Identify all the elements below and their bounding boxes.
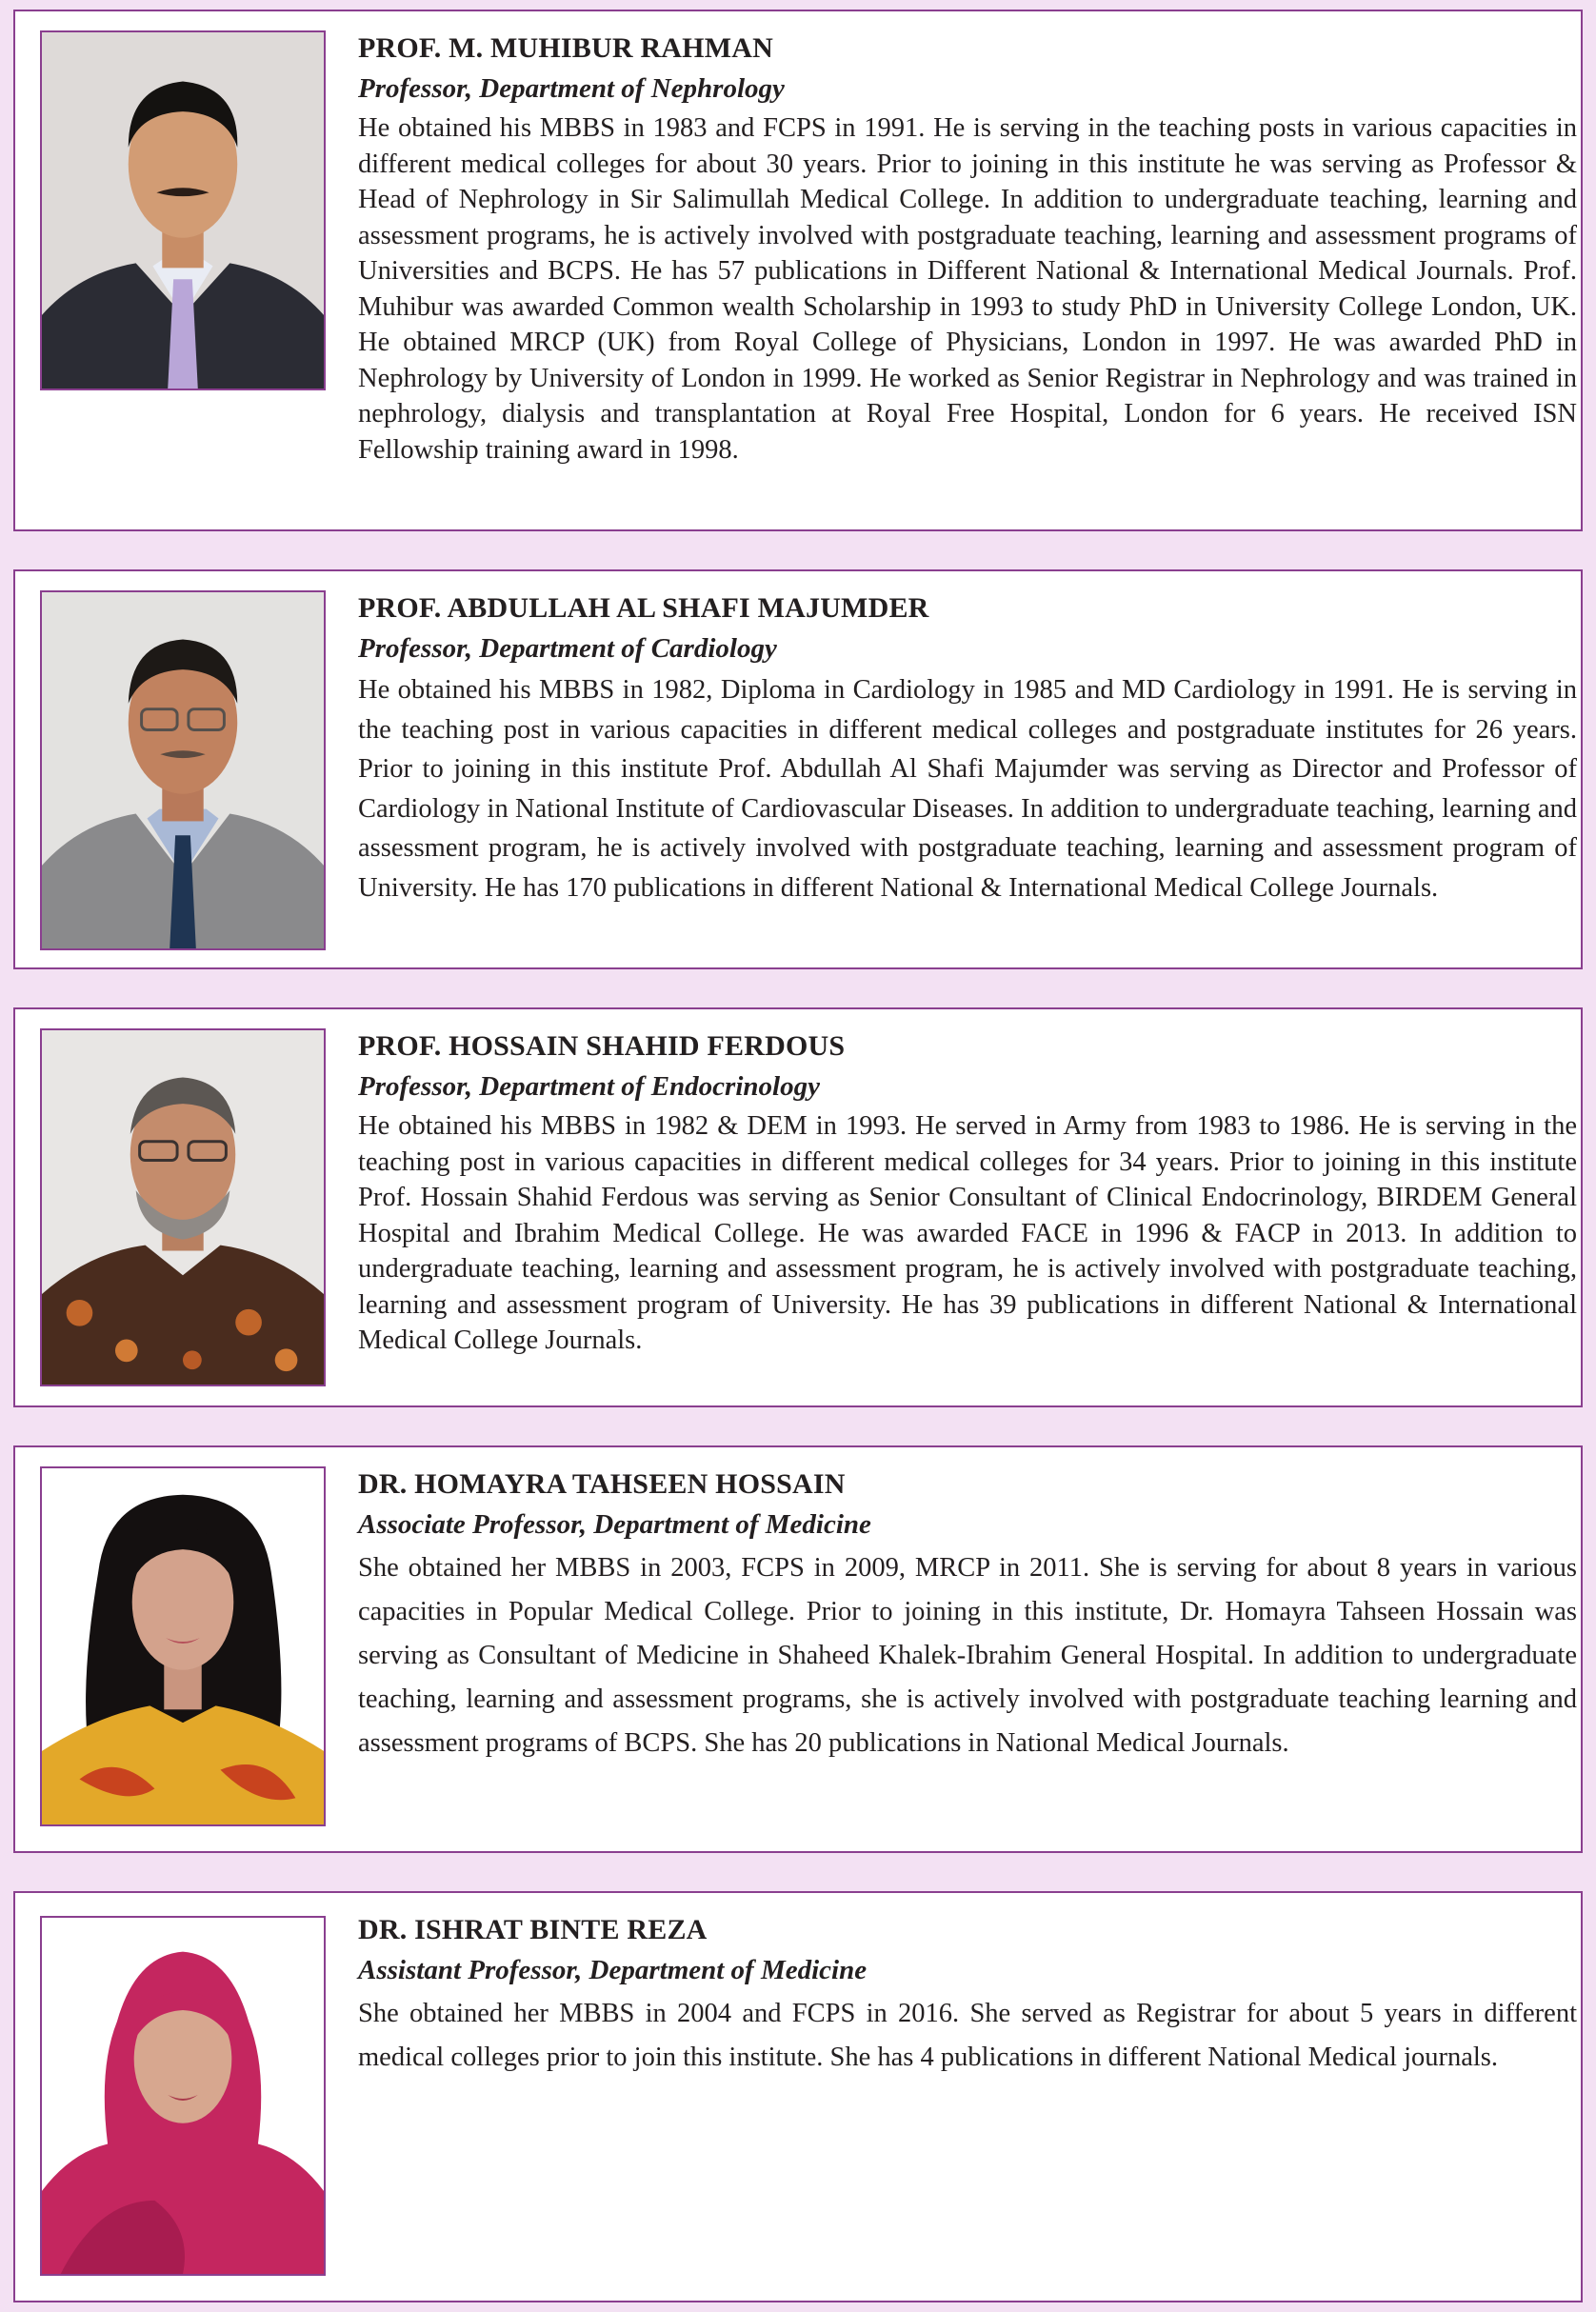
profile-card: [13, 10, 1583, 531]
profile-role: Professor, Department of Cardiology: [358, 633, 777, 664]
profile-card: [13, 1445, 1583, 1853]
portrait-photo: [40, 1466, 326, 1826]
profile-name: DR. ISHRAT BINTE REZA: [358, 1914, 708, 1945]
profile-card: [13, 569, 1583, 969]
profile-role: Associate Professor, Department of Medicine: [358, 1509, 871, 1540]
portrait-photo: [40, 30, 326, 390]
portrait-photo: [40, 590, 326, 950]
profile-name: PROF. ABDULLAH AL SHAFI MAJUMDER: [358, 592, 929, 624]
profile-bio: He obtained his MBBS in 1982, Diploma in Cardiology in 1985 and MD Cardiology in 1991. He is serving in the teaching post in various capacities in different medical colleges and postgraduate institutes for 26 years. Prior to joining in this institute Prof. Abdullah Al Shafi Majumder was serving as Director and Professor of Cardiology in National Institute of Cardiovascular Diseases. In addition to undergraduate teaching, learning and assessment program, he is actively involved with postgraduate teaching, learning and assessment program of University. He has 170 publications in different National & International Medical College Journals.: [358, 675, 1577, 903]
portrait-photo: [40, 1028, 326, 1386]
portrait-photo: [40, 1916, 326, 2276]
profile-role: Professor, Department of Nephrology: [358, 73, 785, 104]
profile-role: Assistant Professor, Department of Medicine: [358, 1955, 868, 1985]
profile-card: [13, 1007, 1583, 1407]
profile-role: Professor, Department of Endocrinology: [358, 1071, 820, 1102]
profile-bio: She obtained her MBBS in 2004 and FCPS in 2016. She served as Registrar for about 5 years in different medical colleges prior to join this institute. She has 4 publications in different National Medical journals.: [358, 1999, 1577, 2072]
profile-name: PROF. HOSSAIN SHAHID FERDOUS: [358, 1030, 846, 1062]
profile-bio: He obtained his MBBS in 1982 & DEM in 1993. He served in Army from 1983 to 1986. He is serving in the teaching post in various capacities in different medical colleges for 34 years. Prior to joining in this institute Prof. Hossain Shahid Ferdous was serving as Senior Consultant of Clinical Endocrinology, BIRDEM General Hospital and Ibrahim Medical College. He was awarded FACE in 1996 & FACP in 2013. In addition to undergraduate teaching, learning and assessment program, he is actively involved with postgraduate teaching, learning and assessment program of University. He has 39 publications in different National & International Medical College Journals.: [358, 1111, 1577, 1355]
profile-card: [13, 1891, 1583, 2302]
profile-name: DR. HOMAYRA TAHSEEN HOSSAIN: [358, 1468, 846, 1500]
profile-bio: She obtained her MBBS in 2003, FCPS in 2009, MRCP in 2011. She is serving for about 8 years in various capacities in Popular Medical College. Prior to joining in this institute, Dr. Homayra Tahseen Hossain was serving as Consultant of Medicine in Shaheed Khalek-Ibrahim General Hospital. In addition to undergraduate teaching, learning and assessment programs, she is actively involved with postgraduate teaching learning and assessment programs of BCPS. She has 20 publications in National Medical Journals.: [358, 1553, 1577, 1758]
profile-name: PROF. M. MUHIBUR RAHMAN: [358, 32, 773, 64]
profile-bio: He obtained his MBBS in 1983 and FCPS in 1991. He is serving in the teaching posts in various capacities in different medical colleges for about 30 years. Prior to joining in this institute he was serving as Professor & Head of Nephrology in Sir Salimullah Medical College. In addition to undergraduate teaching, learning and assessment programs, he is actively involved with postgraduate teaching, learning and assessment programs of Universities and BCPS. He has 57 publications in Different National & International Medical Journals. Prof. Muhibur was awarded Common wealth Scholarship in 1993 to study PhD in University College London, UK. He obtained MRCP (UK) from Royal College of Physicians, London in 1997. He was awarded PhD in Nephrology by University of London in 1999. He worked as Senior Registrar in Nephrology and was trained in nephrology, dialysis and transplantation at Royal Free Hospital, London for 6 years. He received ISN Fellowship training award in 1998.: [358, 113, 1577, 465]
